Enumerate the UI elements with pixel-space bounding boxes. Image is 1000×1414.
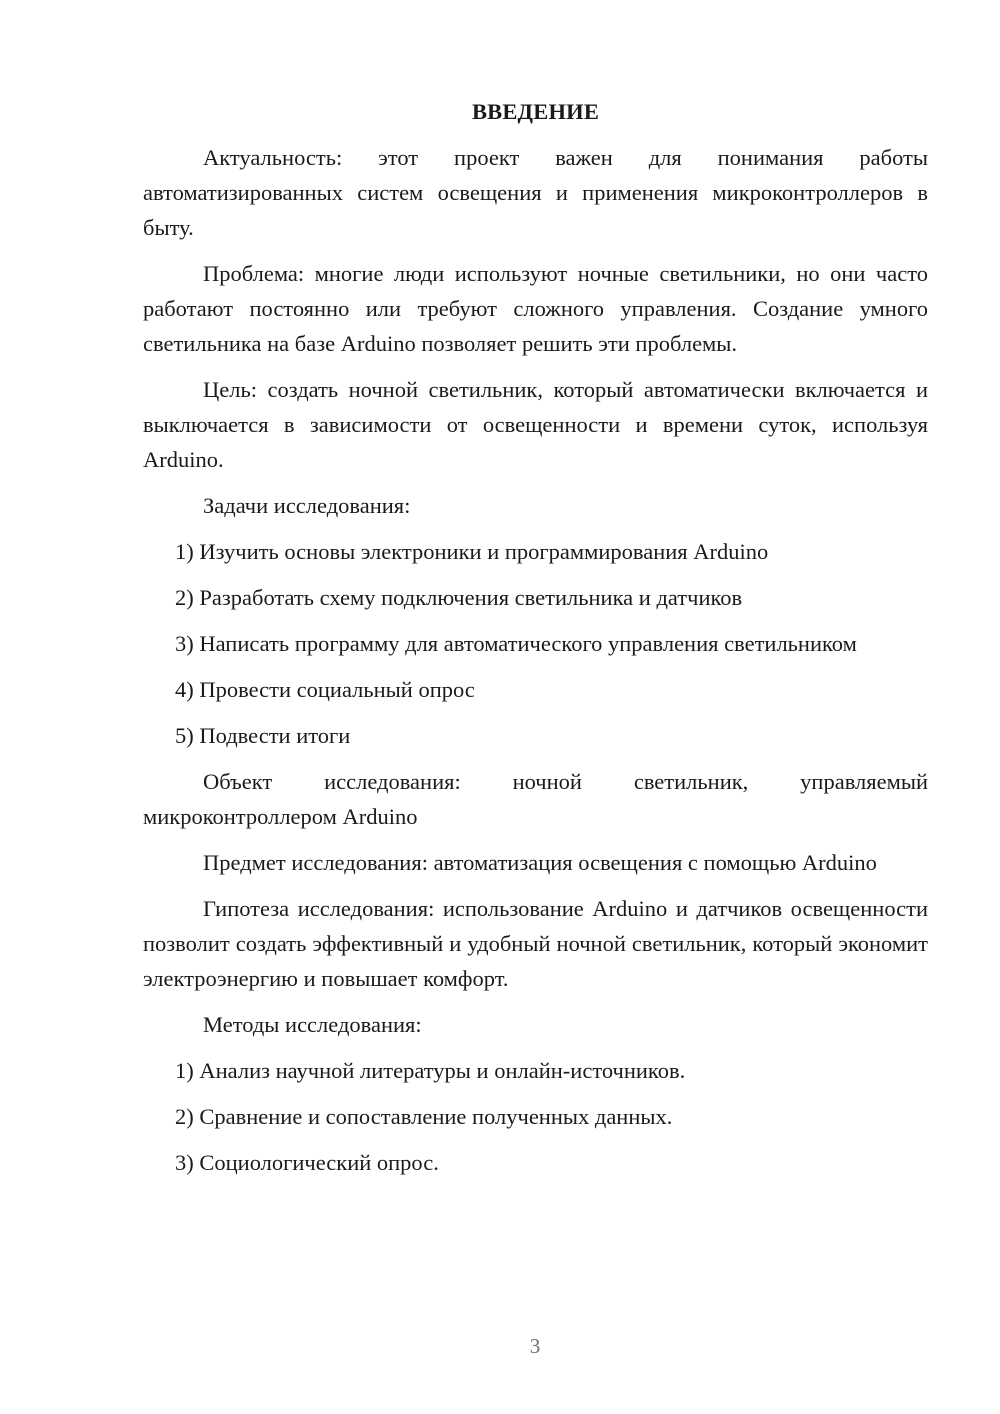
document-body bbox=[143, 94, 928, 1191]
subject-paragraph: Предмет исследования: автоматизация освещения с помощью Arduino bbox=[203, 850, 877, 875]
method-item: 3) Социологический опрос. bbox=[175, 1150, 439, 1175]
methods-heading: Методы исследования: bbox=[203, 1012, 422, 1037]
problem-paragraph: Проблема: многие люди используют ночные светильники, но они часто работают постоянно или требуют сложного управления. Создание умного светильника на базе Arduino позволяет решить эти проблемы. bbox=[143, 261, 928, 356]
task-item: 4) Провести социальный опрос bbox=[175, 677, 475, 702]
task-item: 1) Изучить основы электроники и программирования Arduino bbox=[175, 539, 769, 564]
method-item: 2) Сравнение и сопоставление полученных данных. bbox=[175, 1104, 673, 1129]
object-paragraph: Объект исследования: ночной светильник, управляемый микроконтроллером Arduino bbox=[143, 769, 928, 829]
task-item: 5) Подвести итоги bbox=[175, 723, 351, 748]
section-heading: ВВЕДЕНИЕ bbox=[471, 99, 600, 124]
tasks-heading: Задачи исследования: bbox=[203, 493, 411, 518]
task-item: 2) Разработать схему подключения светильника и датчиков bbox=[175, 585, 743, 610]
page-number: 3 bbox=[529, 1334, 541, 1358]
relevance-paragraph: Актуальность: этот проект важен для понимания работы автоматизированных систем освещения и применения микроконтроллеров в быту. bbox=[143, 145, 928, 240]
goal-paragraph: Цель: создать ночной светильник, который автоматически включается и выключается в зависимости от освещенности и времени суток, используя Arduino. bbox=[143, 377, 928, 472]
hypothesis-paragraph: Гипотеза исследования: использование Arduino и датчиков освещенности позволит создать эффективный и удобный ночной светильник, который экономит электроэнергию и повышает комфорт. bbox=[143, 896, 928, 991]
task-item: 3) Написать программу для автоматического управления светильником bbox=[175, 631, 857, 656]
method-item: 1) Анализ научной литературы и онлайн-источников. bbox=[175, 1058, 686, 1083]
